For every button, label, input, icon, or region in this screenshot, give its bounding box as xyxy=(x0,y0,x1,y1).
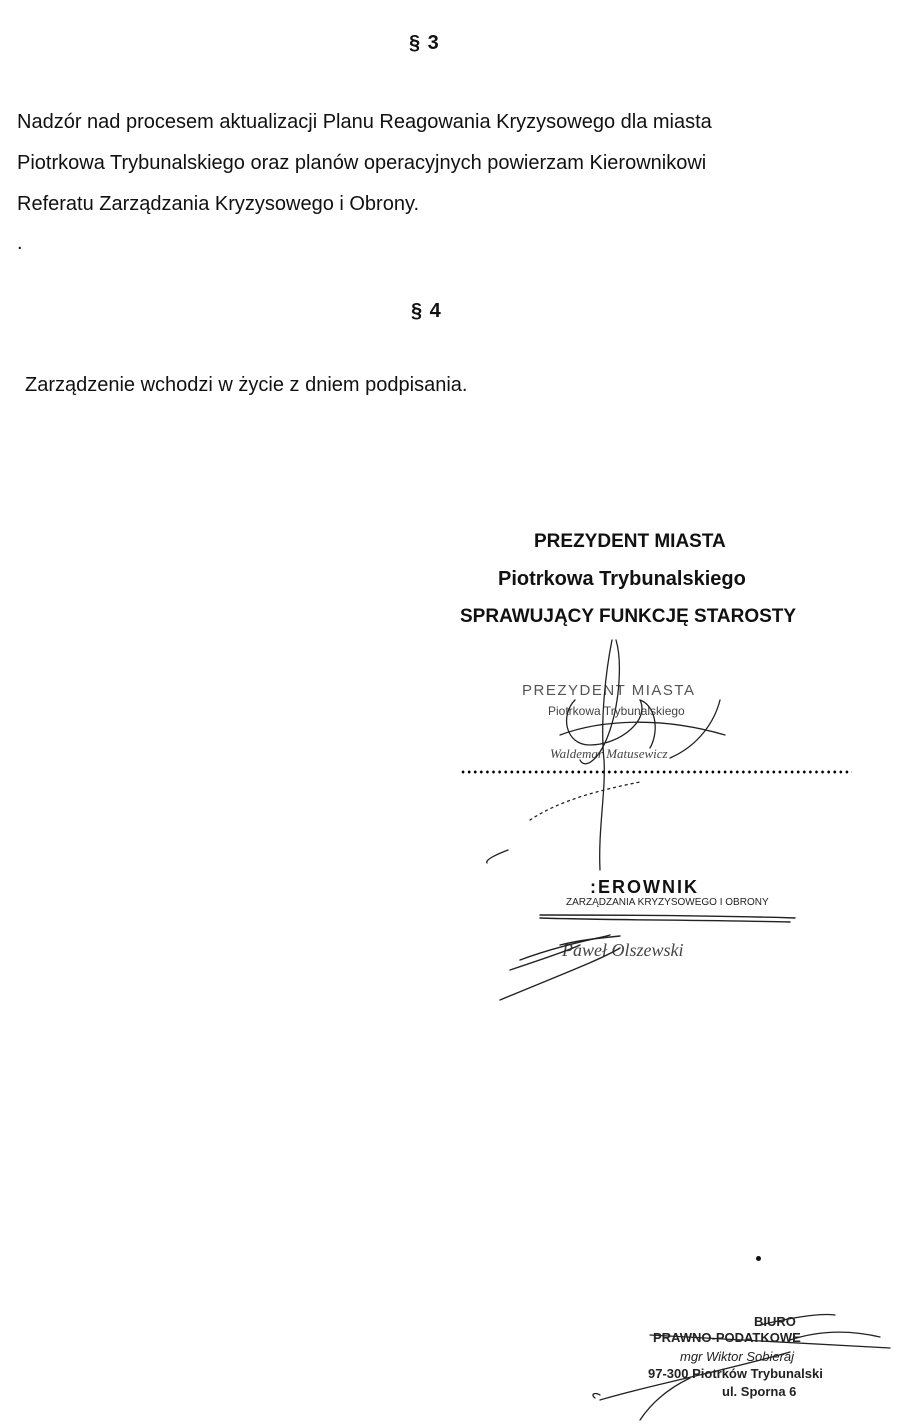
stamp-kierownik-title: :EROWNIK xyxy=(590,877,699,897)
biuro-signature xyxy=(593,1315,890,1420)
stamp-kierownik-name: Paweł Olszewski xyxy=(562,940,684,960)
stamp-kierownik-subtitle: ZARZĄDZANIA KRYZYSOWEGO I OBRONY xyxy=(566,897,769,908)
kierownik-signature xyxy=(500,915,795,1000)
stamp-president-line-2: Piotrkowa Trybunalskiego xyxy=(548,704,685,718)
section-4-line-1: Zarządzenie wchodzi w życie z dniem podpisania. xyxy=(25,374,468,396)
president-signature xyxy=(487,640,725,870)
stamp-biuro-line-5: ul. Sporna 6 xyxy=(722,1384,797,1399)
stamp-biuro-line-3: mgr Wiktor Sobieraj xyxy=(680,1349,795,1364)
stamp-biuro-line-2: PRAWNO-PODATKOWE xyxy=(653,1330,801,1345)
section-3-line-2: Piotrkowa Trybunalskiego oraz planów operacyjnych powierzam Kierownikowi xyxy=(17,152,707,174)
section-3-heading: § 3 xyxy=(409,32,440,54)
section-3-line-1: Nadzór nad procesem aktualizacji Planu Reagowania Kryzysowego dla miasta xyxy=(17,111,712,133)
stray-mark: . xyxy=(17,232,23,254)
signature-title-line-2: Piotrkowa Trybunalskiego xyxy=(498,568,746,590)
stamp-president-name: Waldemar Matusewicz xyxy=(550,746,668,761)
signature-title-line-3: SPRAWUJĄCY FUNKCJĘ STAROSTY xyxy=(460,606,797,627)
section-3-line-3: Referatu Zarządzania Kryzysowego i Obrony. xyxy=(17,193,420,215)
section-4-heading: § 4 xyxy=(411,300,442,322)
stamp-president-line-1: PREZYDENT MIASTA xyxy=(522,682,696,699)
stamp-biuro-line-1: BIURO xyxy=(754,1314,796,1329)
stamp-biuro-line-4: 97-300 Piotrków Trybunalski xyxy=(648,1366,823,1381)
signature-title-line-1: PREZYDENT MIASTA xyxy=(534,531,726,552)
